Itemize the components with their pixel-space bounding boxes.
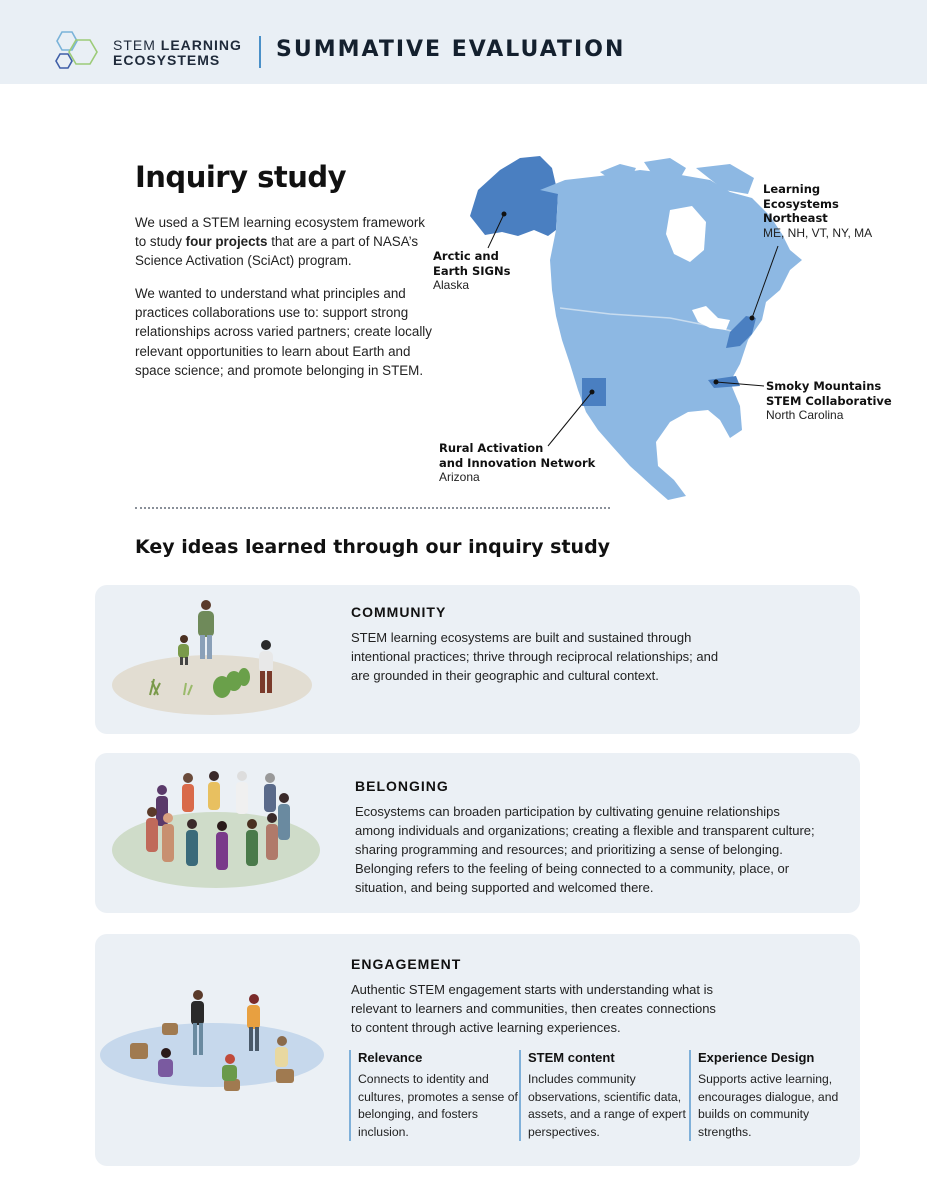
alaska-region	[470, 156, 558, 236]
map-label-north-carolina: Smoky Mountains STEM Collaborative North Carolina	[766, 379, 892, 422]
map-label-alaska: Arctic and Earth SIGNs Alaska	[433, 249, 511, 292]
experience-design-title: Experience Design	[698, 1050, 815, 1065]
header-bar	[0, 0, 927, 84]
inquiry-title: Inquiry study	[135, 160, 347, 194]
marker-arizona	[590, 390, 595, 395]
relevance-title: Relevance	[358, 1050, 423, 1065]
person-figure-adult	[198, 600, 214, 659]
engagement-sub-stem-content	[519, 1050, 688, 1141]
engagement-body: Authentic STEM engagement starts with understanding what is relevant to learners and communities, then creates connections to content through active learning experiences.	[351, 982, 716, 1035]
community-illustration	[112, 595, 317, 720]
stem-content-body: Includes community observations, scientific data, assets, and a range of expert perspectives.	[528, 1072, 686, 1139]
marker-north-carolina	[714, 380, 719, 385]
engagement-sub-relevance	[349, 1050, 518, 1141]
experience-design-body: Supports active learning, encourages dialogue, and builds on community strengths.	[698, 1072, 839, 1139]
marker-alaska	[502, 212, 507, 217]
engagement-title: ENGAGEMENT	[351, 956, 462, 972]
leader-line-arizona	[548, 392, 592, 446]
page-title: SUMMATIVE EVALUATION	[276, 37, 626, 62]
section-divider	[135, 507, 610, 509]
hexagon-cluster-icon	[50, 30, 100, 74]
community-title: COMMUNITY	[351, 604, 447, 620]
map-label-northeast: Learning Ecosystems Northeast ME, NH, VT, NY, MA	[763, 182, 873, 240]
belonging-title: BELONGING	[355, 778, 449, 794]
inquiry-paragraph-2: We wanted to understand what principles and practices collaborations use to: support strong relationships across varied partners; create locally relevant opportunities to learn about Earth and space science; and promote belonging in STEM.	[135, 286, 432, 378]
relevance-body: Connects to identity and cultures, promotes a sense of belonging, and fosters inclusion.	[358, 1072, 518, 1139]
logo-wordmark: STEM LEARNING ECOSYSTEMS	[113, 37, 242, 68]
inquiry-paragraph-1: We used a STEM learning ecosystem framework to study four projects that are a part of NASA’s Science Activation (SciAct) program.	[135, 215, 425, 269]
belonging-illustration	[112, 768, 322, 898]
marker-northeast	[750, 316, 755, 321]
map-label-arizona: Rural Activation and Innovation Network Arizona	[439, 441, 596, 484]
engagement-illustration	[100, 985, 325, 1100]
community-body: STEM learning ecosystems are built and sustained through intentional practices; thrive through reciprocal relationships; and are grounded in their geographic and cultural context.	[351, 630, 719, 683]
key-ideas-title: Key ideas learned through our inquiry study	[135, 536, 611, 558]
header-divider	[259, 36, 261, 68]
belonging-body: Ecosystems can broaden participation by cultivating genuine relationships among individuals and organizations; creating a flexible and transparent culture; sharing programming and resources; and prioritizing a sense of belonging. Belonging refers to the feeling of being connected to a community, place, or situation, and being supported and welcomed there.	[355, 804, 815, 895]
engagement-sub-experience-design	[689, 1050, 858, 1141]
stem-content-title: STEM content	[528, 1050, 615, 1065]
